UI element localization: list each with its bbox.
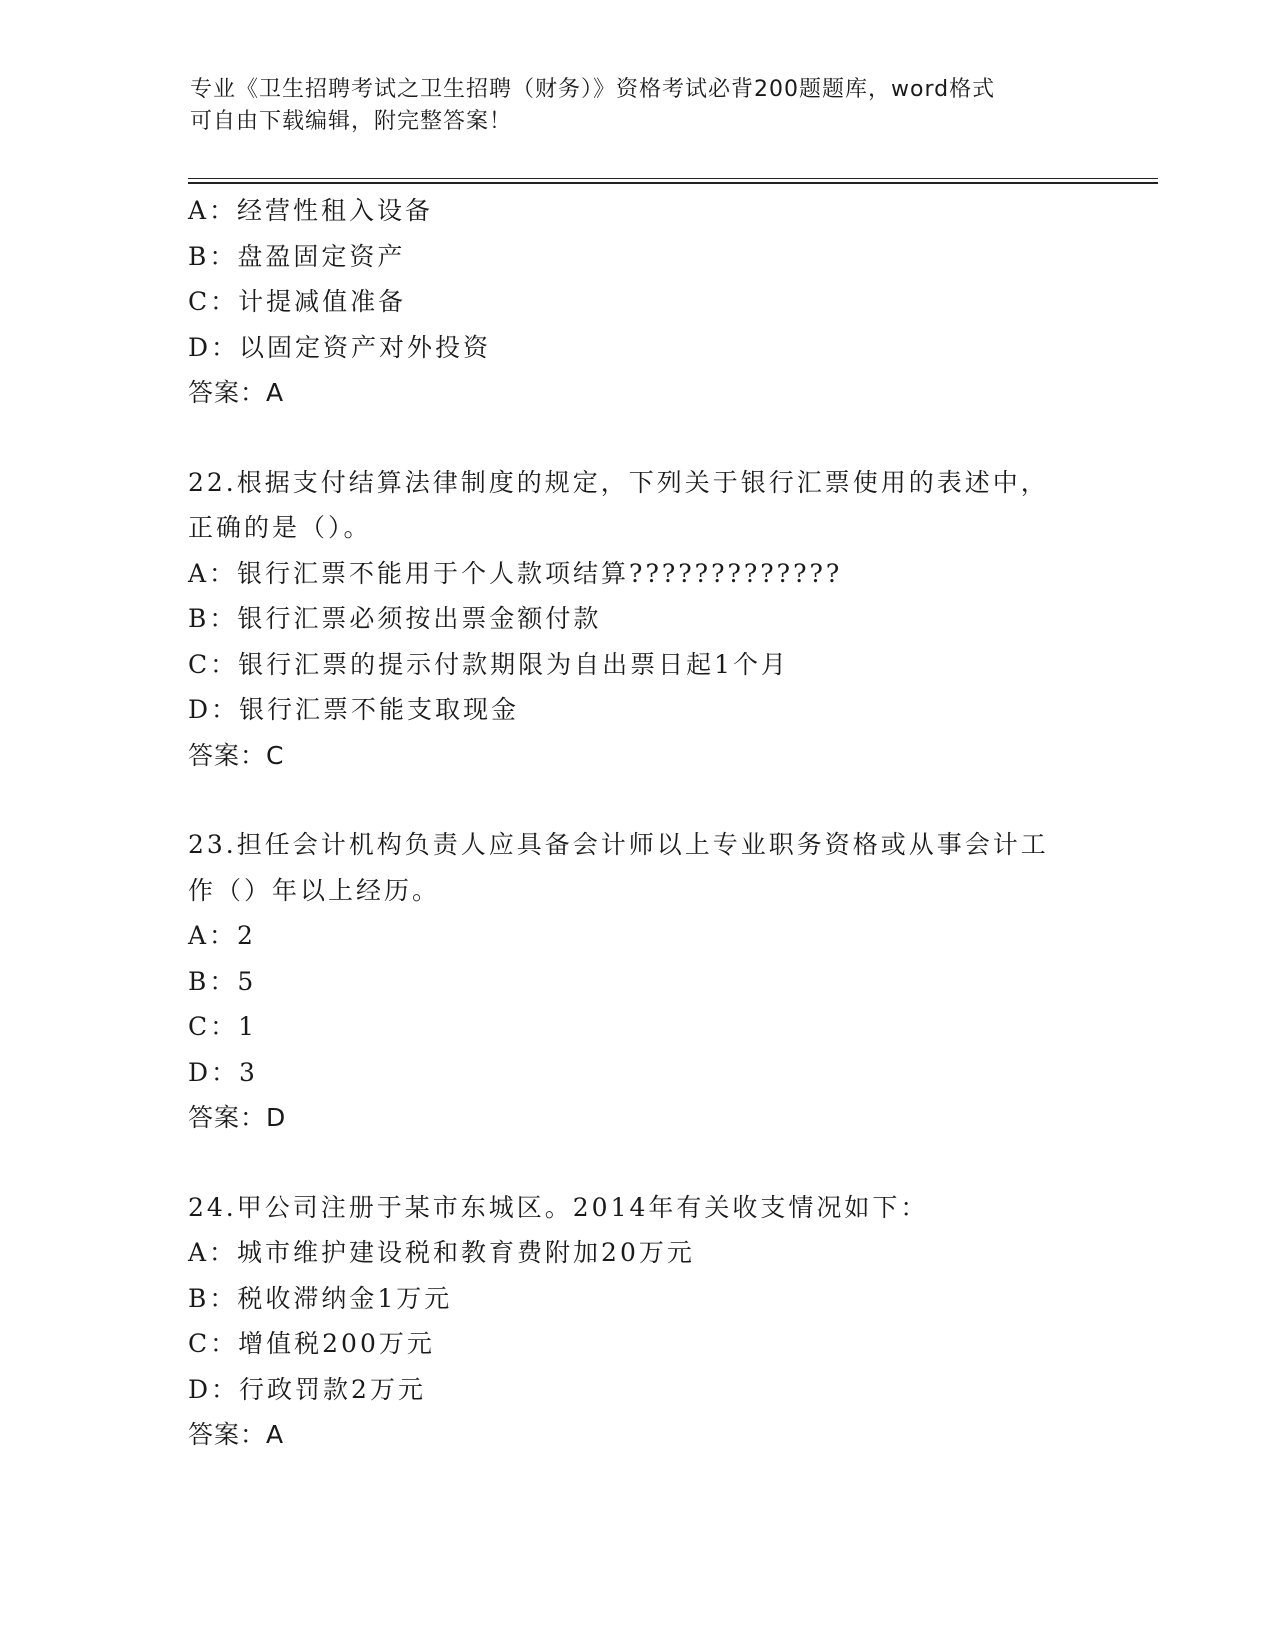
answer-line: 答案：A [188, 1420, 285, 1449]
answer-line: 答案：C [188, 740, 285, 770]
option-d: D：银行汇票不能支取现金 [188, 695, 520, 724]
option-b: B：盘盈固定资产 [188, 241, 406, 271]
question-gap [188, 416, 1168, 460]
document-header [190, 74, 1090, 138]
option-a: A：城市维护建设税和教育费附加20万元 [188, 1238, 695, 1267]
header-double-rule [188, 178, 1158, 184]
question-gap [188, 1141, 1168, 1185]
header-title-line-2: 可自由下载编辑，附完整答案！ [190, 109, 513, 134]
option-c: C：银行汇票的提示付款期限为自出票日起1个月 [188, 649, 790, 679]
option-d: D：行政罚款2万元 [188, 1374, 426, 1404]
question-list [188, 188, 1168, 1458]
question-stem-line-1: 22.根据支付结算法律制度的规定，下列关于银行汇票使用的表述中， [188, 467, 1049, 497]
question-stem-line-2: 作（）年以上经历。 [188, 875, 441, 905]
option-a: A：银行汇票不能用于个人款项结算????????????? [188, 558, 843, 588]
question-stem-line-1: 23.担任会计机构负责人应具备会计师以上专业职务资格或从事会计工 [188, 830, 1049, 859]
answer-line: 答案：D [188, 1103, 287, 1132]
header-title-line-1: 专业《卫生招聘考试之卫生招聘（财务）》资格考试必背200题题库，word格式 [190, 77, 996, 102]
question-gap [188, 778, 1168, 822]
option-b: B：银行汇票必须按出票金额付款 [188, 604, 602, 633]
option-d: D：3 [188, 1057, 258, 1087]
option-c: C：增值税200万元 [188, 1329, 435, 1358]
question-stem-line-2: 正确的是（）。 [188, 513, 372, 542]
question-21-continued [188, 188, 1168, 416]
option-a: A：经营性租入设备 [188, 196, 434, 225]
question-24 [188, 1185, 1168, 1458]
question-23 [188, 822, 1168, 1141]
option-b: B：5 [188, 966, 257, 996]
option-a: A：2 [188, 921, 256, 950]
option-b: B：税收滞纳金1万元 [188, 1283, 453, 1313]
option-c: C：计提减值准备 [188, 287, 407, 316]
option-c: C：1 [188, 1012, 258, 1041]
question-22 [188, 460, 1168, 779]
answer-line: 答案：A [188, 378, 285, 407]
option-d: D：以固定资产对外投资 [188, 332, 492, 362]
question-stem-line-1: 24.甲公司注册于某市东城区。2014年有关收支情况如下： [188, 1192, 929, 1222]
